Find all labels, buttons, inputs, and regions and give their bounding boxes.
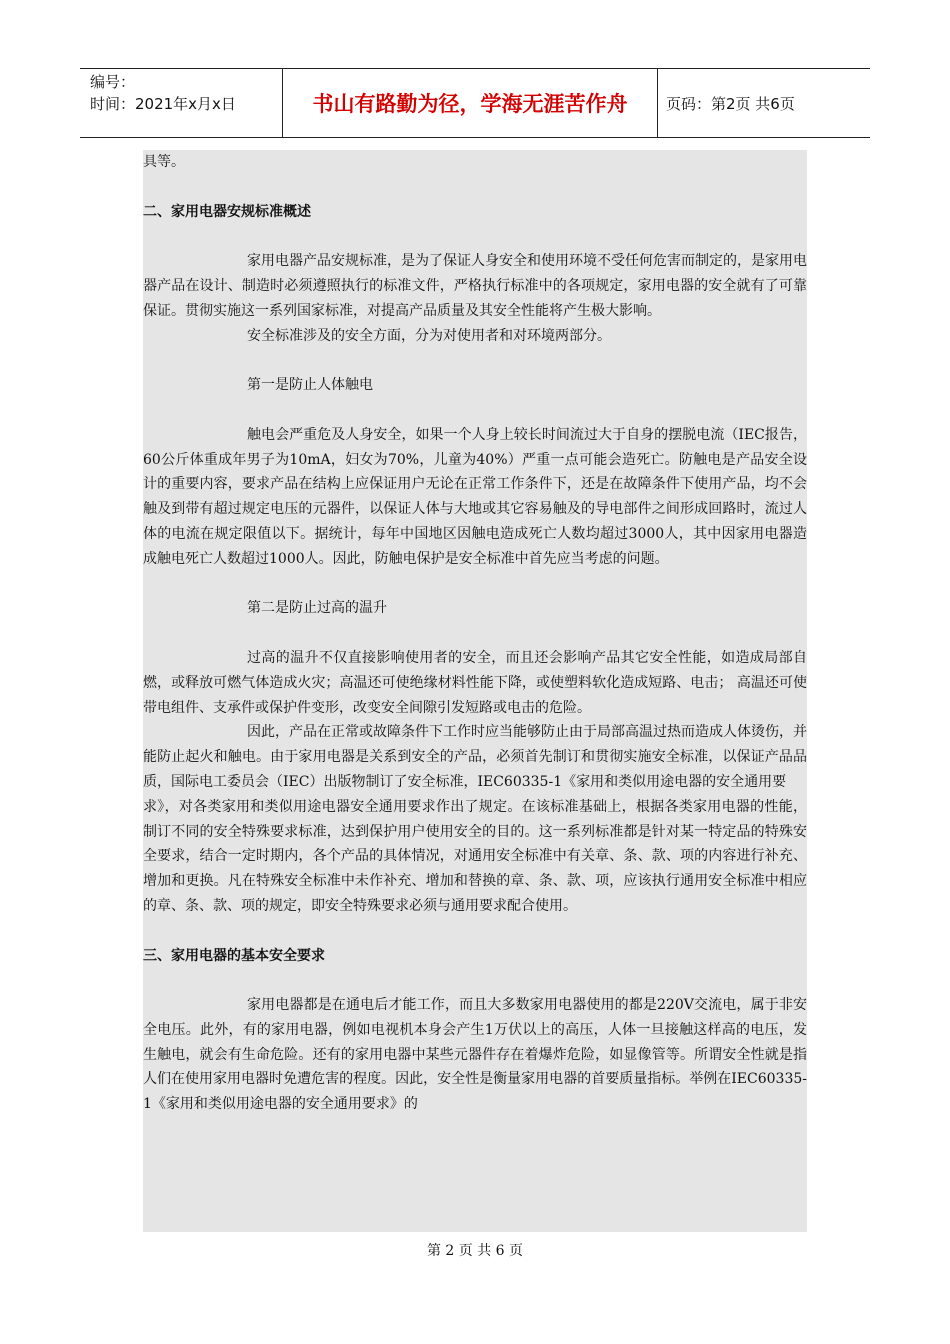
paragraph: 求》，对各类家用和类似用途电器安全通用要求作出了规定。在该标准基础上，根据各类家用电器的性能，制订不同的安全特殊要求标准，达到保护用户使用安全的目的。这一系列标准都是针对某一特定品的特殊安全要求，结合一定时期内，各个产品的具体情况，对通用安全标准中有关章、条、款、项的内容进行补充、增加和更换。凡在特殊安全标准中未作补充、增加和替换的章、条、款、项，应该执行通用安全标准中相应的章、条、款、项的规定，即安全特殊要求必须与通用要求配合使用。: [143, 798, 807, 914]
motto: 书山有路勤为径，学海无涯苦作舟: [282, 69, 658, 137]
paragraph: 家用电器都是在通电后才能工作，而且大多数家用电器使用的都是220V交流电，属于非安全电压。此外，有的家用电器，例如电视机本身会产生1万伏以上的高压，人体一旦接触这样高的电压，发生触电，就会有生命危险。还有的家用电器中某些元器件存在着爆炸危险，如显像管等。所谓安全性就是指人们在使用家用电器时免遭危害的程度。因此，安全性是衡量家用电器的首要质量指标。举例在IEC60335-1《家用和类似用途电器的安全通用要求》的: [143, 997, 807, 1113]
page-footer: 第 2 页 共 6 页: [426, 1243, 524, 1259]
subheading: 第一是防止人体触电: [247, 377, 373, 394]
section-heading-3: 三、家用电器的基本安全要求: [143, 947, 325, 964]
page-header: [80, 68, 870, 138]
document-body: [143, 150, 807, 1232]
paragraph: 安全标准涉及的安全方面，分为对使用者和对环境两部分。: [247, 327, 611, 344]
time-label: 时间：2021年x月x日: [90, 95, 236, 113]
paragraph: 家用电器产品安规标准，是为了保证人身安全和使用环境不受任何危害而制定的，是家用电器产品在设计、制造时必须遵照执行的标准文件，严格执行标准中的各项规定，家用电器的安全就有了可靠保证。贯彻实施这一系列国家标准，对提高产品质量及其安全性能将产生极大影响。: [143, 253, 807, 319]
paragraph: 过高的温升不仅直接影响使用者的安全，而且还会影响产品其它安全性能，如造成局部自燃，或释放可燃气体造成火灾；高温还可使绝缘材料性能下降，或使塑料软化造成短路、电击； 高温还可使带电组件、支承件或保护件变形，改变安全间隙引发短路或电击的危险。: [143, 649, 807, 716]
paragraph-continuation: 具等。: [143, 154, 185, 170]
subheading: 第二是防止过高的温升: [247, 600, 387, 617]
section-heading-2: 二、家用电器安规标准概述: [143, 203, 311, 220]
paragraph: 触电会严重危及人身安全，如果一个人身上较长时间流过大于自身的摆脱电流（IEC报告，60公斤体重成年男子为10mA，妇女为70%，儿童为40%）严重一点可能会造死亡。防触电是产品安全设计的重要内容，要求产品在结构上应保证用户无论在正常工作条件下，还是在故障条件下使用产品，均不会触及到带有超过规定电压的元器件，以保证人体与大地或其它容易触及的导电部件之间形成回路时，流过人体的电流在规定限值以下。据统计，每年中国地区因触电造成死亡人数均超过3000人，其中因家用电器造成触电死亡人数超过1000人。因此，防触电保护是安全标准中首先应当考虑的问题。: [143, 426, 807, 567]
header-meta: [90, 69, 280, 137]
page-label: 页码：第2页 共6页: [666, 94, 795, 113]
paragraph: 因此，产品在正常或故障条件下工作时应当能够防止由于局部高温过热而造成人体烫伤，并能防止起火和触电。由于家用电器是关系到安全的产品，必须首先制订和贯彻实施安全标准，以保证产品品质，国际电工委员会（IEC）出版物制订了安全标准，IEC60335-1《家用和类似用途电器的安全通用要: [143, 724, 807, 790]
number-label: 编号：: [90, 73, 136, 91]
